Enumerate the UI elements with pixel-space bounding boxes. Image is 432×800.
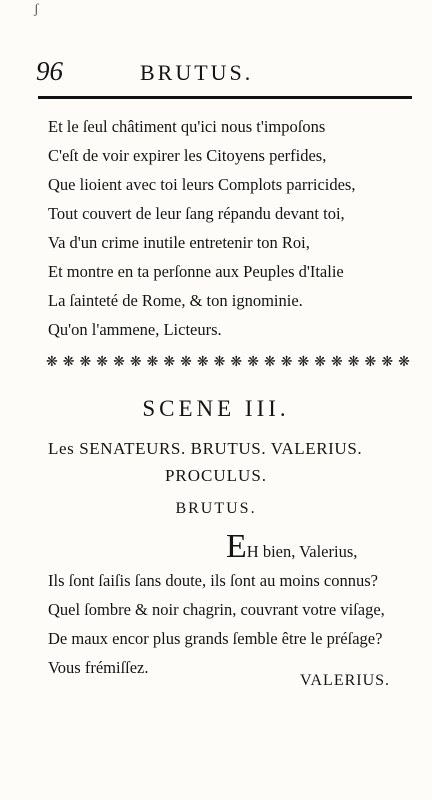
fleuron-ornament: ❋	[331, 355, 343, 370]
verse-block-speech	[48, 566, 418, 682]
verse-line: Ils ſont ſaiſis ſans doute, ils ſont au moins connus?	[48, 571, 378, 590]
ornament-divider	[46, 352, 410, 374]
fleuron-ornament: ❋	[263, 355, 276, 370]
scene-title: SCENE III.	[142, 396, 290, 421]
fleuron-ornament: ❋	[381, 355, 394, 370]
fleuron-ornament: ❋	[146, 355, 159, 370]
verse-line: De maux encor plus grands ſemble être le préſage?	[48, 629, 383, 648]
speech-opening	[226, 530, 426, 564]
verse-line: Vous frémiſſez.	[48, 658, 149, 677]
verse-line: C'eſt de voir expirer les Citoyens perfides,	[48, 146, 327, 165]
verse-line: Va d'un crime inutile entretenir ton Roi,	[48, 233, 310, 252]
verse-line: Et montre en ta perſonne aux Peuples d'Italie	[48, 262, 344, 281]
fleuron-ornament: ❋	[96, 355, 109, 370]
fleuron-ornament: ❋	[213, 355, 226, 370]
fleuron-ornament: ❋	[297, 355, 310, 370]
speaker-brutus: BRUTUS.	[175, 500, 257, 517]
fleuron-ornament: ❋	[230, 355, 243, 370]
corner-mark: ʃ	[34, 2, 39, 17]
fleuron-ornament: ❋	[347, 355, 360, 370]
fleuron-ornament: ❋	[364, 355, 377, 370]
running-head	[30, 54, 415, 94]
verse-line: Quel ſombre & noir chagrin, couvrant votre viſage,	[48, 600, 385, 619]
fleuron-ornament: ❋	[398, 355, 410, 370]
fleuron-ornament: ❋	[113, 355, 125, 370]
fleuron-ornament: ❋	[129, 355, 142, 370]
fleuron-ornament: ❋	[280, 355, 293, 370]
fleuron-ornament: ❋	[196, 355, 209, 370]
fleuron-ornament: ❋	[46, 355, 58, 370]
fleuron-ornament: ❋	[247, 355, 259, 370]
page-number: 96	[36, 56, 63, 86]
speech-opening-text: H bien, Valerius,	[246, 542, 358, 561]
cast-list-line-2: PROCULUS.	[164, 466, 268, 485]
speaker-valerius: VALERIUS.	[300, 672, 391, 689]
drop-cap-letter: E	[226, 528, 247, 565]
fleuron-ornament: ❋	[180, 355, 192, 370]
verse-line: Tout couvert de leur ſang répandu devant toi,	[48, 204, 345, 223]
fleuron-ornament: ❋	[314, 355, 326, 370]
fleuron-ornament: ❋	[163, 355, 176, 370]
verse-line: Et le ſeul châtiment qu'ici nous t'impoſons	[48, 117, 326, 136]
fleuron-ornament: ❋	[62, 355, 75, 370]
verse-block-top	[48, 112, 418, 344]
running-title: BRUTUS.	[140, 60, 254, 85]
verse-line: La ſainteté de Rome, & ton ignominie.	[48, 291, 303, 310]
verse-line: Que lioient avec toi leurs Complots parricides,	[48, 175, 356, 194]
fleuron-ornament: ❋	[79, 355, 92, 370]
cast-list-line-1: Les SENATEURS. BRUTUS. VALERIUS.	[48, 439, 363, 458]
verse-line: Qu'on l'ammene, Licteurs.	[48, 320, 222, 339]
header-rule	[38, 96, 412, 99]
